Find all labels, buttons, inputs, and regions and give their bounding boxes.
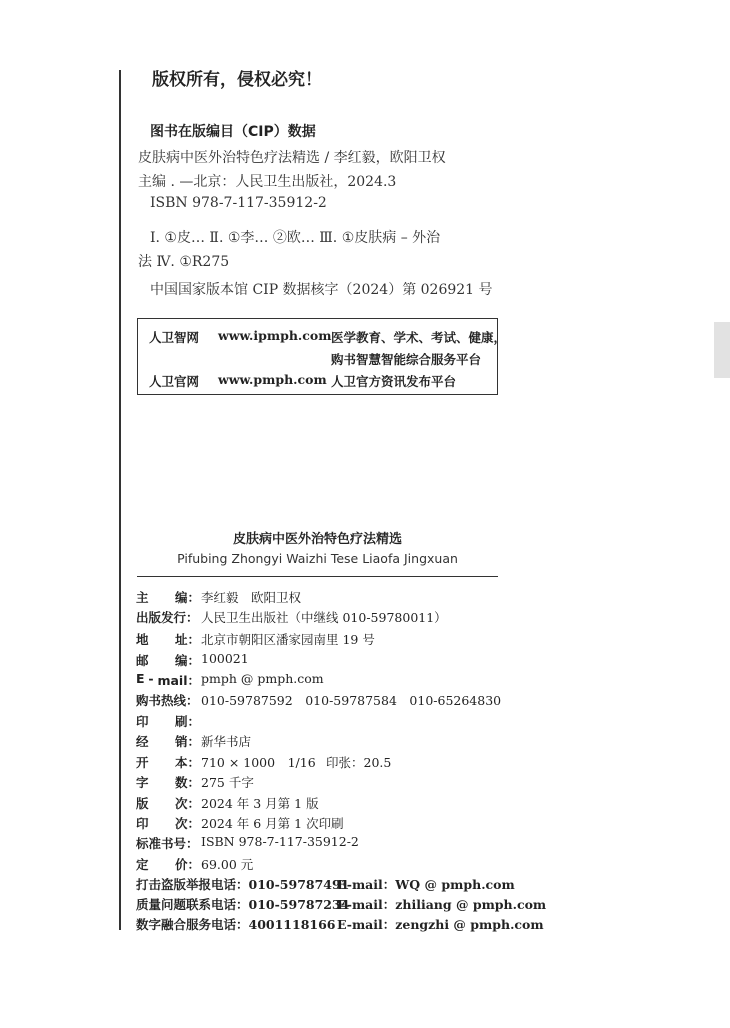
contact-label: 数字融合服务电话： — [136, 917, 249, 932]
detail-label: 印 次： — [136, 816, 200, 831]
detail-value: 2024 年 3 月第 1 版 — [201, 796, 319, 811]
detail-extra-value: 印张：20.5 — [326, 755, 392, 770]
contact-email[interactable]: E-mail：WQ @ pmph.com — [337, 877, 515, 892]
detail-value: 100021 — [201, 651, 249, 666]
detail-label: 开 本： — [136, 755, 200, 770]
detail-value: pmph @ pmph.com — [201, 671, 324, 686]
site-url[interactable]: www.ipmph.com — [218, 328, 332, 343]
detail-label: 标准书号： — [136, 836, 199, 851]
detail-value: 010-59787592 010-59787584 010-65264830 — [201, 693, 502, 708]
cip-heading: 图书在版编目（CIP）数据 — [150, 124, 316, 140]
detail-label: 邮 编： — [136, 653, 200, 668]
site-description: 购书智慧智能综合服务平台 — [331, 352, 482, 367]
detail-label: 定 价： — [136, 857, 200, 872]
cip-classification: 法 Ⅳ. ①R275 — [138, 254, 230, 270]
detail-label: 出版发行： — [136, 610, 199, 625]
detail-label: 地 址： — [136, 632, 200, 647]
detail-value: 710 × 1000 1/16 — [201, 755, 316, 770]
detail-value: 人民卫生出版社（中继线 010-59780011） — [201, 610, 447, 625]
cip-classification: Ⅰ. ①皮… Ⅱ. ①李… ②欧… Ⅲ. ①皮肤病 – 外治 — [150, 230, 441, 246]
contact-phone: 010-59787491 — [248, 877, 350, 892]
detail-label: 版 次： — [136, 796, 200, 811]
contact-email[interactable]: E-mail：zengzhi @ pmph.com — [337, 917, 544, 932]
site-name: 人卫智网 — [149, 330, 200, 345]
detail-label: 经 销： — [136, 734, 200, 749]
page-margin-rule — [119, 70, 121, 930]
detail-label: E - mail： — [136, 671, 200, 688]
cip-line: 皮肤病中医外治特色疗法精选 / 李红毅，欧阳卫权 — [138, 150, 446, 166]
detail-value: 2024 年 6 月第 1 次印刷 — [201, 816, 344, 831]
contact-phone: 4001118166 — [248, 917, 336, 932]
contact-email[interactable]: E-mail：zhiliang @ pmph.com — [337, 897, 547, 912]
detail-value: 275 千字 — [201, 775, 254, 790]
detail-label: 主 编： — [136, 590, 200, 605]
contact-label: 打击盗版举报电话： — [136, 877, 249, 892]
contact-row — [136, 895, 547, 913]
detail-value: 北京市朝阳区潘家园南里 19 号 — [201, 632, 375, 647]
cip-line: 主编 . —北京：人民卫生出版社，2024.3 — [138, 174, 397, 190]
detail-label: 字 数： — [136, 775, 200, 790]
copyright-notice: 版权所有，侵权必究！ — [152, 70, 322, 90]
detail-label: 购书热线： — [136, 693, 199, 708]
detail-value: ISBN 978-7-117-35912-2 — [201, 834, 359, 849]
contact-phone: 010-59787234 — [248, 897, 350, 912]
cip-isbn: ISBN 978-7-117-35912-2 — [150, 195, 327, 211]
site-name: 人卫官网 — [149, 374, 200, 389]
book-title-pinyin: Pifubing Zhongyi Waizhi Tese Liaofa Jingxuan — [177, 551, 458, 566]
detail-value: 李红毅 欧阳卫权 — [201, 590, 302, 605]
website-info-box — [137, 318, 507, 395]
contact-row — [136, 875, 515, 893]
detail-label: 印 刷： — [136, 714, 200, 729]
contact-row — [136, 915, 544, 933]
divider — [137, 576, 498, 577]
site-description: 人卫官方资讯发布平台 — [331, 374, 457, 389]
cip-record-number: 中国国家版本馆 CIP 数据核字（2024）第 026921 号 — [150, 282, 493, 298]
detail-value: 69.00 元 — [201, 857, 254, 872]
book-title: 皮肤病中医外治特色疗法精选 — [232, 532, 402, 547]
site-url[interactable]: www.pmph.com — [218, 372, 327, 387]
contact-label: 质量问题联系电话： — [136, 897, 249, 912]
scrollbar-thumb[interactable] — [714, 322, 730, 378]
detail-value: 新华书店 — [201, 734, 252, 749]
site-description: 医学教育、学术、考试、健康， — [331, 330, 507, 345]
